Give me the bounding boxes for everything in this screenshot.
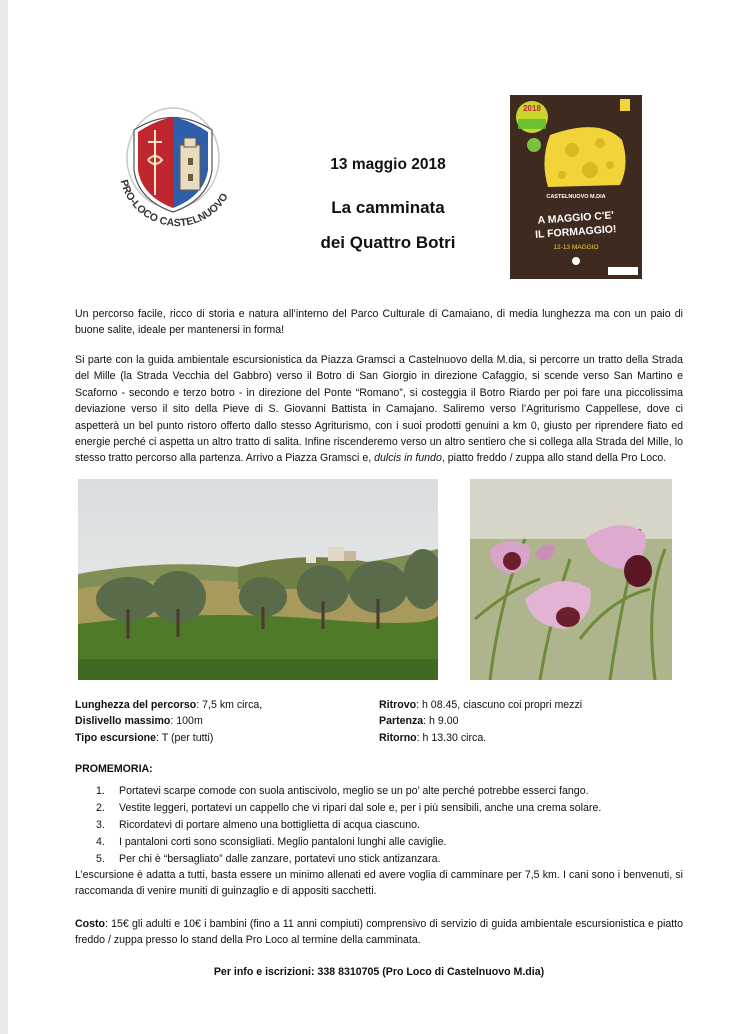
detail-type: Tipo escursione: T (per tutti)	[75, 731, 214, 744]
landscape-photo	[78, 479, 438, 680]
route-description	[75, 352, 683, 467]
event-title-line2: dei Quattro Botri	[320, 233, 456, 252]
poster-dates: 12-13 MAGGIO	[553, 244, 599, 251]
poster-brand: CASTELNUOVO M.DIA	[546, 194, 606, 200]
list-item: 1. Portatevi scarpe comode con suola antiscivolo, meglio se un po’ alte perché potrebbe esserci fango.	[96, 785, 589, 797]
poster-headline-1: A MAGGIO C'E'	[537, 209, 615, 227]
cost-label: Costo	[75, 918, 106, 930]
event-date: 13 maggio 2018	[330, 156, 446, 173]
detail-departure: Partenza: h 9.00	[379, 715, 459, 728]
flower-photo	[470, 479, 672, 680]
detail-return: Ritorno: h 13.30 circa.	[379, 731, 487, 744]
route-description-italic: dulcis in fundo	[374, 452, 442, 465]
logo-text: PRO-LOCO CASTELNUOVO	[117, 178, 231, 230]
intro-paragraph: Un percorso facile, ricco di storia e natura all’interno del Parco Culturale di Camaiano, di media lunghezza ma con un paio di buone salite, ideale per mantenersi in forma!	[75, 308, 683, 337]
list-item: 2. Vestite leggeri, portatevi un cappello che vi ripari dal sole e, per i più sensibili, anche una crema solare.	[96, 802, 602, 814]
detail-elevation: Dislivello massimo: 100m	[75, 715, 203, 728]
detail-meeting: Ritrovo: h 08.45, ciascuno coi propri mezzi	[379, 699, 583, 711]
poster-headline-2: IL FORMAGGIO!	[534, 223, 617, 241]
contact-info: Per info e iscrizioni: 338 8310705 (Pro Loco di Castelnuovo M.dia)	[213, 966, 545, 978]
list-item: 4. I pantaloni corti sono sconsigliati. Meglio pantaloni lunghi alle caviglie.	[96, 836, 447, 848]
cost-text: : 15€ gli adulti e 10€ i bambini (fino a 11 anni compiuti) comprensivo di servizio di guida ambientale escursionistica e piatto freddo / zuppa presso lo stand della Pro Loco al termine della camminata.	[75, 918, 683, 947]
poster-year: 2018	[523, 104, 541, 113]
detail-length: Lunghezza del percorso: 7,5 km circa,	[75, 699, 263, 711]
promemoria-heading: PROMEMORIA:	[75, 763, 153, 775]
cost-paragraph	[75, 916, 683, 949]
document-page	[8, 0, 744, 1034]
route-description-text: Si parte con la guida ambientale escursionistica da Piazza Gramsci a Castelnuovo della M.dia, si percorre un tratto della Strada del Mille (la Strada Vecchia del Gabbro) verso il Botro di San Giorgio in direzione Cafaggio, si scende verso San Martino e Scaforno - secondo e terzo botro - in direzione del Ponte “Romano”, si costeggia il Botro Riardo per poi fare una piccolissima deviazione verso il sito della Pieve di S. Giovanni Battista in Camajano. Saliremo verso l’Agriturismo Cappellese, dove ci aspetterà un bel punto ristoro offerto dallo stesso Agriturismo, con i suoi prodotti genuini a km 0, giusto per riprendere fiato ed energie perché ci aspetta un altro tratto di salita. Infine riscenderemo verso un altro sentiero che si collega alla Strada del Mille, lo stesso tratto percorso alla partenza. Arrivo a Piazza Gramsci e,	[75, 354, 683, 465]
suitability-paragraph: L’escursione è adatta a tutti, basta essere un minimo allenati ed avere voglia di camminare per 7,5 km. I cani sono i benvenuti, si raccomanda di venire muniti di guinzaglio e di appositi sacchetti.	[75, 869, 683, 898]
details-left	[75, 697, 375, 746]
details-right	[379, 697, 679, 746]
list-item: 3. Ricordatevi di portare almeno una bottiglietta di acqua ciascuno.	[96, 819, 420, 831]
list-item: 5. Per chi è “bersagliato” dalle zanzare, portatevi uno stick antizanzara.	[96, 853, 441, 865]
promemoria-list	[96, 783, 686, 868]
pro-loco-logo	[108, 100, 238, 250]
event-title-line1: La camminata	[331, 198, 445, 217]
cheese-festival-poster	[510, 95, 642, 279]
route-description-end: , piatto freddo / zuppa allo stand della Pro Loco.	[441, 452, 667, 465]
